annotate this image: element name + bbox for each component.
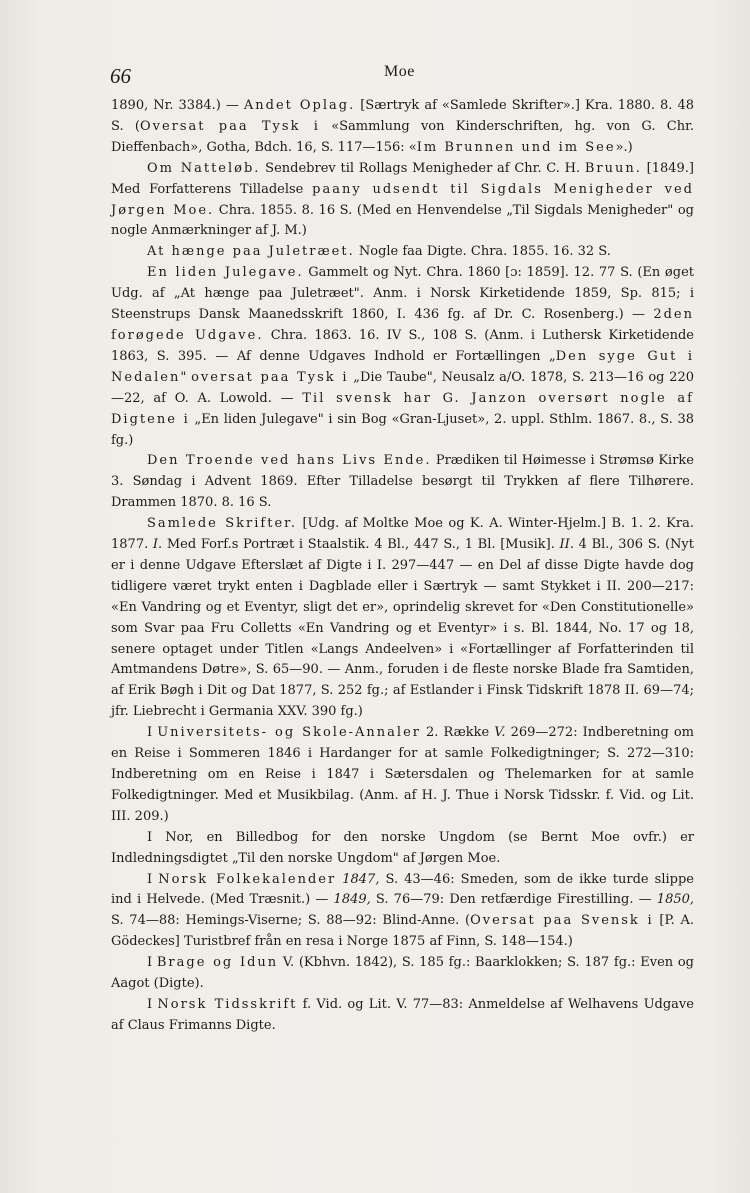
- entry-text: Sendebrev til Rollags Menigheder af Chr. C. H.: [260, 160, 585, 176]
- entry-text: „En liden Julegave" i sin Bog «Gran-Ljuset», 2. uppl. Sthlm. 1867. 8., S. 38 fg.): [111, 411, 694, 448]
- entry-text: Gammelt og Nyt. Chra. 1860 [ɔ: 1859]. 12. 77 S. (En øget Udg. af „At hænge paa Juletræet". Anm. i Norsk Kirketidende 1859, Sp. 815; i Steenstrups Dansk Maanedsskrift 1860, I. 436 fg. af Dr. C. Rosenberg.) —: [111, 265, 694, 323]
- spaced-title: Den syge Gut i Nedalen: [111, 348, 694, 385]
- entry-text: 4 Bl., 306 S. (Nyt er i denne Udgave Efterslæt af Digte i I. 297—447 — en Del af disse Digte havde dog tidligere været trykt enten i Dagblade eller i Særtryk — samt Stykket i II. 200—217: «En Vandring og et Eventyr, sligt det er», oprindelig skrevet for «Den Constitutionelle» som Svar paa Fru Colletts «En Vandring og et Eventyr» i s. Bl. 1844, No. 17 og 18, senere optaget under Titlen «Langs Andeelven» i «Fortællinger af Forfatterinden til Amtmandens Døtre», S. 65—90. — Anm., foruden i de fleste norske Blade fra Samtiden, af Erik Bøgh i Dit og Dat 1877, S. 252 fg.; af Estlander i Finsk Tidskrift 1878 II. 69—74; jfr. Liebrecht i Germania XXV. 390 fg.): [111, 537, 694, 720]
- running-head: Moe: [384, 63, 415, 80]
- italic-volume: 1849,: [333, 892, 371, 908]
- spaced-title: Norsk Folkekalender: [158, 871, 337, 887]
- bibliography-entry: [111, 159, 694, 243]
- bibliography-text: [111, 96, 694, 1037]
- entry-text: S. 74—88: Hemings-Viserne; S. 88—92: Blind-Anne. (: [111, 913, 471, 929]
- spaced-title: oversat paa Tysk i: [191, 369, 349, 385]
- spaced-title: paany udsendt til Sigdals Menigheder ved Jørgen Moe.: [111, 181, 694, 218]
- bibliography-entry: [111, 96, 694, 159]
- entry-text: f. Vid. og Lit. V. 77—83: Anmeldelse af Welhavens Udgave af Claus Frimanns Digte.: [111, 996, 694, 1033]
- entry-text: Chra. 1863. 16. IV S., 108 S. (Anm. i Luthersk Kirketidende 1863, S. 395. — Af denne Udgaves Indhold er Fortællingen „: [111, 327, 694, 364]
- page-header: [0, 60, 750, 90]
- spaced-title: Oversat paa Tysk i: [139, 118, 320, 134]
- entry-text: S. 76—79: Den retfærdige Firestilling. —: [370, 892, 657, 908]
- spaced-title: 2den forøgede Udgave.: [111, 307, 694, 343]
- bibliography-entry: [111, 828, 694, 870]
- italic-volume: II.: [559, 537, 574, 553]
- entry-text: I: [147, 996, 158, 1012]
- page-number: 66: [110, 64, 131, 88]
- entry-text: Med Forf.s Portræt i Staalstik. 4 Bl., 447 S., 1 Bl. [Musik].: [162, 537, 560, 553]
- entry-text: Nogle faa Digte. Chra. 1855. 16. 32 S.: [354, 244, 611, 260]
- entry-text: [Udg. af Moltke Moe og K. A. Winter-Hjelm.] B. 1. 2. Kra. 1877.: [111, 516, 694, 553]
- spaced-title: Samlede Skrifter.: [147, 516, 298, 532]
- spaced-title: Oversat paa Svensk i: [470, 913, 654, 929]
- bibliography-entry: [111, 870, 694, 954]
- entry-text: ": [180, 369, 192, 385]
- italic-volume: 1847,: [342, 871, 380, 887]
- bibliography-entry: [111, 514, 694, 723]
- entry-text: 1890, Nr. 3384.) —: [111, 98, 244, 113]
- entry-text: ».): [615, 139, 633, 155]
- spaced-title: At hænge paa Juletræet.: [147, 244, 355, 260]
- entry-text: I: [147, 725, 158, 741]
- spaced-title: Brage og Idun: [156, 955, 279, 971]
- bibliography-entry: [111, 995, 694, 1037]
- spaced-title: Im Brunnen und im See: [416, 139, 616, 155]
- spaced-title: Den Troende ved hans Livs Ende.: [147, 453, 432, 469]
- spaced-title: En liden Julegave.: [147, 265, 304, 281]
- entry-text: I: [147, 955, 157, 971]
- spaced-title: Andet Oplag.: [243, 98, 356, 113]
- entry-text: Prædiken til Høimesse i Strømsø Kirke 3. Søndag i Advent 1869. Efter Tilladelse besørgt til Trykken af flere Tilhørere. Drammen 1870. 8. 16 S.: [111, 453, 694, 511]
- entry-text: „Die Taube", Neusalz a/O. 1878, S. 213—16 og 220—22, af O. A. Lowold. —: [111, 369, 694, 406]
- bibliography-entry: [111, 953, 694, 995]
- entry-text: Chra. 1855. 8. 16 S. (Med en Henvendelse „Til Sigdals Menigheder" og nogle Anmærkninger af J. M.): [111, 202, 694, 239]
- italic-volume: V.: [494, 725, 506, 741]
- bibliography-entry: [111, 723, 694, 828]
- spaced-title: Universitets- og Skole-Annaler: [157, 725, 421, 741]
- spaced-title: Til svensk har G. Janzon oversørt nogle af Digtene i: [111, 390, 694, 427]
- bibliography-entry: [111, 263, 694, 451]
- entry-text: [1849.] Med Forfatterens Tilladelse: [111, 160, 694, 197]
- bibliography-entry: [111, 451, 694, 514]
- entry-text: I: [147, 871, 159, 887]
- spaced-title: Bruun.: [584, 160, 642, 176]
- spaced-title: Norsk Tidsskrift: [157, 996, 298, 1012]
- entry-text: V. (Kbhvn. 1842), S. 185 fg.: Baarklokken; S. 187 fg.: Even og Aagot (Digte).: [111, 955, 694, 992]
- entry-text: 269—272: Indberetning om en Reise i Sommeren 1846 i Hardanger for at samle Folkedigtninger; S. 272—310: Indberetning om en Reise i 1847 i Sætersdalen og Thelemarken for at samle Folkedigtninger. Med et Musikbilag. (Anm. af H. J. Thue i Norsk Tidsskr. f. Vid. og Lit. III. 209.): [111, 725, 695, 824]
- entry-text: I Nor, en Billedbog for den norske Ungdom (se Bernt Moe ovfr.) er Indledningsdigtet „Til den norske Ungdom" af Jørgen Moe.: [111, 829, 694, 866]
- italic-volume: I.: [152, 537, 163, 553]
- spaced-title: Om Natteløb.: [147, 160, 261, 176]
- entry-text: S. 43—46: Smeden, som de ikke turde slippe ind i Helvede. (Med Træsnit.) —: [111, 871, 694, 908]
- entry-text: «Sammlung von Kinderschriften, hg. von G. Chr. Dieffenbach», Gotha, Bdch. 16, S. 117—156: «: [111, 118, 695, 155]
- entry-text: [P. A. Gödeckes] Turistbref från en resa i Norge 1875 af Finn, S. 148—154.): [111, 913, 694, 950]
- bibliography-entry: [111, 242, 694, 263]
- italic-volume: 1850,: [656, 892, 695, 908]
- entry-text: [Særtryk af «Samlede Skrifter».] Kra. 1880. 8. 48 S. (: [111, 98, 694, 134]
- entry-text: 2. Række: [421, 725, 495, 741]
